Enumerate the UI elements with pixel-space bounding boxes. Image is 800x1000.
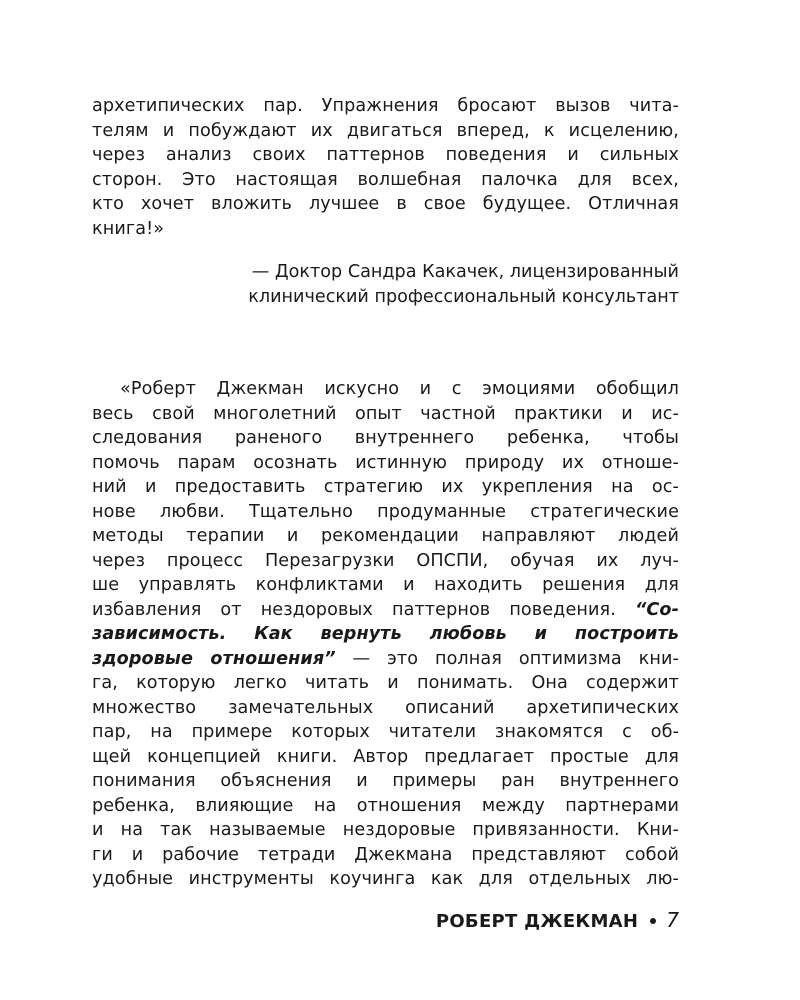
text-line: щей концепцией книги. Автор предлагает простые для — [92, 746, 679, 767]
text-line: весь свой многолетний опыт частной практики и ис- — [92, 403, 679, 424]
page-number: 7 — [666, 908, 679, 932]
text-line — [92, 598, 679, 623]
testimonial-quote-1 — [92, 94, 679, 241]
text-line: помочь парам осознать истинную природу их отноше- — [92, 452, 679, 473]
text-line: методы терапии и рекомендации направляют людей — [92, 526, 679, 546]
testimonial-quote-2 — [92, 377, 679, 892]
text-line: ний и предоставить стратегию их укрепления на ос- — [92, 477, 679, 497]
text-line: множество замечательных описаний архетипических — [92, 697, 679, 718]
text-line: кто хочет вложить лучшее в свое будущее. Отличная — [92, 194, 679, 214]
text-line: «Роберт Джекман искусно и с эмоциями обобщил — [120, 379, 679, 399]
text-line: нове любви. Тщательно продуманные стратегические — [92, 501, 679, 522]
text-line: книга!» — [92, 218, 165, 239]
text-line: га, которую легко читать и понимать. Она содержит — [92, 673, 679, 693]
book-title-part: здоровые отношения” — [92, 648, 336, 669]
text-line: пар, на примере которых читатели знакомятся с об- — [92, 722, 679, 742]
testimonial-attribution — [92, 260, 679, 309]
text-line: понимания объяснения и примеры ран внутреннего — [92, 771, 679, 791]
text-line — [92, 647, 679, 672]
text-line: ше управлять конфликтами и находить решения для — [92, 575, 679, 595]
text-line: следования раненого внутреннего ребенка, чтобы — [92, 428, 679, 448]
text-line: телям и побуждают их двигаться вперед, к исцелению, — [92, 120, 679, 141]
attribution-line: клинический профессиональный консультант — [248, 286, 679, 307]
text-run: — это полная оптимизма кни- — [335, 648, 679, 669]
text-line: и на так называемые нездоровые привязанности. Кни- — [92, 820, 679, 840]
text-line: удобные инструменты коучинга как для отдельных лю- — [92, 869, 679, 889]
book-title-part: зависимость. Как вернуть любовь и построить — [92, 624, 679, 644]
text-run: избавления от нездоровых паттернов поведения. — [92, 599, 635, 620]
text-line: сторон. Это настоящая волшебная палочка для всех, — [92, 169, 679, 190]
page-footer — [436, 908, 679, 934]
attribution-line: — Доктор Сандра Какачек, лицензированный — [251, 262, 679, 282]
text-line: ребенка, влияющие на отношения между партнерами — [92, 795, 679, 816]
book-title-part: “Со- — [634, 599, 679, 620]
bullet-separator-icon — [650, 918, 656, 924]
text-line — [92, 622, 679, 647]
text-line: архетипических пар. Упражнения бросают вызов чита- — [92, 96, 679, 116]
running-author: РОБЕРТ ДЖЕКМАН — [435, 911, 639, 932]
text-line: ги и рабочие тетради Джекмана представляют собой — [92, 844, 679, 865]
text-line: через процесс Перезагрузки ОПСПИ, обучая их луч- — [92, 550, 679, 571]
text-line: через анализ своих паттернов поведения и сильных — [92, 145, 679, 165]
